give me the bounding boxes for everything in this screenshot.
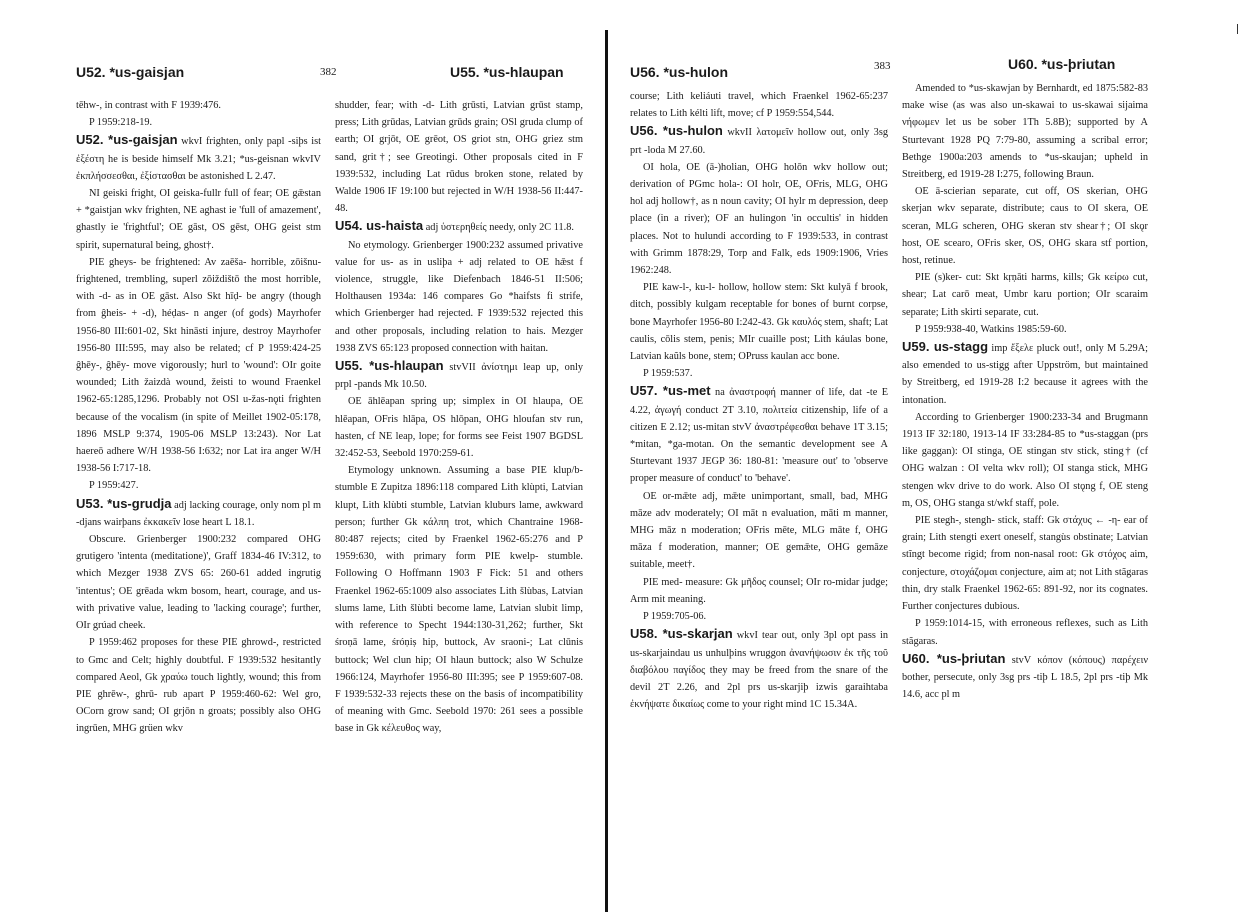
entry-text: wkvI frighten, only papl -siþs ist ἐξέστη he is beside himself Mk 3.21; *us-geisnan wkvIV ἐκπλήσσεσθαι, ἐξίστασθαι be astonished L 2.47. [76, 136, 321, 182]
entry-text: adj lacking courage, only nom pl m -djans wairþans ἐκκακεῖν lose heart L 18.1. [76, 499, 322, 528]
entry-headword: U53. *us-grudja [76, 495, 172, 511]
reference-line: P 1959:218-19. [89, 117, 153, 129]
entry-paragraph [902, 650, 1148, 704]
body-paragraph: No etymology. Grienberger 1900:232 assumed privative value for us- as in usliþa + adj related to OE hǣst f violence, struggle, like Diefenbach 1846-51 II:506; Holthausen 1934a: 146 compares Go *haifsts fi strife, which Grienberger had rejected. F 1939:532 rejected this and other proposals, including relation to hais. Mezger 1938 ZVS 65:123 proposed connection with haitan. [335, 239, 583, 354]
body-paragraph: shudder, fear; with -d- Lith grūsti, Latvian grūst stamp, press; Lith grūdas, Latvian grūds grain; OSl gruda clump of earth; OI grjōt, OE grēot, OS griot stn, OHG griez stm sand, grit†; see Greotingi. Other proposals cited in F 1939:532, including Lat rūdus broken stone, related by Walde 1906 IF 19:100 but rejected in W/H 1938-56 II:447-48. [335, 100, 583, 215]
entry-headword: U56. *us-hulon [630, 123, 723, 139]
text-column [630, 88, 888, 713]
running-head-left: U56. *us-hulon [630, 64, 729, 80]
entry-text: imp ἔξελε pluck out!, only M 5.29A; also emended to us-stigg after Uppström, but maintained by Streitberg, ed 1919-28 I:2 because it agrees with the intonation. [902, 343, 1148, 406]
body-paragraph: PIE kaw-l-, ku-l- hollow, hollow stem: Skt kulyā f brook, ditch, possibly kulgam receptable for bones of burnt corpse, bone Mayrhofer 1956-80 I:242-43. Gk καυλός stem, shaft; Lat caulis, cōlis stem, penis; MIr cuaille post; Lith káulas bone, Latvian kaũls bone, stem; OPruss kaulan acc bone. [630, 282, 889, 363]
entry-text: wkvII λατομεῖν hollow out, only 3sg prt -loda M 27.60. [630, 127, 888, 156]
entry-text: na ἀναστροφή manner of life, dat -te E 4.22, ἀγωγή conduct 2T 3.10, πολιτεία citizenship, life of a citizen E 2.12; us-mitan stvV ἀναστρέφεσθαι behave 1T 3.15; *mitan, *ga-motan. On the semantic development see A Sturtevant 1937 JEGP 36: 180-81: 'measure out' to 'observe proper measure of conduct' to 'behave'. [630, 387, 888, 485]
reference-line: P 1959:938-40, Watkins 1985:59-60. [915, 323, 1067, 335]
body-paragraph: OI hola, OE (ā-)holian, OHG holōn wkv hollow out; derivation of PGmc hola-: OI holr, OE, OFris, MLG, OHG hol adj hollow†, as n noun cavity; OI hylr m depression, deep place (in a river); OF an hulingon 'in occultis' in hidden places. Not to hulundi according to F 1939:533, in contrast with Grimm 1878:29, Torp and Falk, eds 1909:1906, Vries 1962:248. [630, 161, 888, 277]
entry-text: stvVII ἀνίστημι leap up, only prpl -pands Mk 10.50. [335, 362, 583, 391]
body-paragraph: OE or-mǣte adj, mǣte unimportant, small, bad, MHG māze adv moderately; OI māt n evaluation, māti m manner, MHG māz n moderation; OFris mēte, MLG māte f, OHG māza f moderation, manner; OE gemǣte, OHG gemāze suitable, meet†. [630, 490, 888, 571]
page-number: 382 [320, 66, 337, 78]
entry-headword: U52. *us-gaisjan [76, 132, 178, 148]
entry-headword: U58. *us-skarjan [630, 626, 733, 642]
body-paragraph: tēhw-, in contrast with F 1939:476. [76, 100, 222, 111]
body-paragraph: P 1959:462 proposes for these PIE ghrowd-, restricted to Gmc and Celt; highly doubtful. F 1939:532 hesitantly compared Aeol, Gk χραύω touch lightly, wound; this from PIE ghrēw-, ghrū- rub apart P 1959:460-62: Wel gro, OCorn grow sand; OI grjōn n groats; possibly also OHG ingrūen, MHG grüen wkv [76, 637, 321, 735]
entry-headword: U60. *us-þriutan [902, 650, 1006, 666]
book-gutter [605, 30, 608, 912]
body-paragraph: PIE stegh-, stengh- stick, staff: Gk στάχυς ← -η- ear of grain; Lith stengti exert oneself, stangùs obstinate; Latvian stĩngt become rigid; from non-nasal root: Gk στόχος aim, conjecture, στοχάζομαι conjecture, aim at; not Lith stãgaras thin, dry stalk Fraenkel 1962-65: 891-92, nor its cognates. Further conjectures dubious. [902, 515, 1148, 613]
entry-headword: U59. us-stagg [902, 339, 989, 355]
body-paragraph: OE ā-scierian separate, cut off, OS skerian, OHG skerjan wkv separate, distribute; caus to OI skera, OE sceran, MLG scheren, OHG skeran stv shear†; OI skǫr host, OE scearo, OFris sker, OS, OHG skara stf portion, host, retinue. [902, 186, 1148, 267]
body-paragraph: course; Lith keliáuti travel, which Fraenkel 1962-65:237 relates to Lith kélti lift, move; cf P 1959:554,544. [630, 91, 888, 120]
reference-line: P 1959:705-06. [643, 611, 707, 623]
right-page [610, 0, 1246, 912]
reference-line: P 1959:427. [89, 480, 139, 492]
entry-headword: U57. *us-met [630, 383, 711, 399]
text-column [335, 97, 583, 738]
body-paragraph: PIE gheys- be frightened: Av zaēša- horrible, zōišnu- frightened, trembling, superl zōiždištō the most horrible, with -d- as in OE gāst. Also Skt hīḍ- be angry (though from ĝheis- + -d), héḍas- n anger (of gods) Mayrhofer 1956-80 III:601-02, Skt hināsti injure, destroy Mayrhofer 1956-80 III:595, may also be related; cf P 1959:424-25 ĝhēy-, ĝhēy- move vigorously; hurl to 'wound': OIr goite wounded; Lith žaizdà wound, žeisti to wound Fraenkel 1962-65:1285,1296. Probably not OSl u-žas-nǫti frighten because of the vocalism (in spite of Meillet 1902-05:178, 1896 MSLP 9:374, 1905-06 MSLP 13:243). Nor Lat haereō adhere W/H 1938-56 I:632; nor Lat ira anger W/H 1938-56 I:717-18. [76, 256, 321, 475]
body-paragraph: Obscure. Grienberger 1900:232 compared OHG grutigero 'intenta (meditatione)', Graff 1834-46 IV:312, to which Mezger 1938 ZVS 65: 260-61 added ingrutig 'intentus'; OE grēada wkm bosom, heart, courage, and us- with privative value, leading to 'lacking courage'; further, OIr grúad cheek. [76, 534, 321, 632]
entry-paragraph [335, 357, 583, 393]
body-paragraph: According to Grienberger 1900:233-34 and Brugmann 1913 IF 32:180, 1913-14 IF 33:284-85 to *us-staggan (prs like gaggan): OI stinga, OE stingan stv stick, sting† (cf OHG walzan : OI velta wkv roll); OI stanga stick, MHG stengen wkv drive to do work. Also OI stǫng f, OE steng m, OS, OHG stanga st/wkf staff, pole. [902, 411, 1148, 509]
body-paragraph: P 1959:1014-15, with erroneous reflexes, such as Lith stãgaras. [902, 618, 1148, 647]
body-paragraph: OE āhlēapan spring up; simplex in OI hlaupa, OE hlēapan, OFris hlāpa, OS hlōpan, OHG hloufan stv run, hasten, cf NE leap, lope; for forms see Feist 1907 BGDSL 32:452-53, Seebold 1970:259-61. [335, 396, 583, 460]
body-paragraph: PIE med- measure: Gk μῆδος counsel; OIr ro-midar judge; Arm mit meaning. [630, 576, 888, 605]
reference-line: P 1959:537. [643, 368, 693, 380]
running-head-left: U52. *us-gaisjan [76, 64, 185, 80]
left-page [0, 0, 606, 912]
text-column [76, 97, 321, 738]
entry-text: wkvI tear out, only 3pl opt pass in us-skarjaindau us unhulþins wruggon ἀνανήψωσιν ἐκ τῆς τοῦ διαβόλου παγίδος they may be freed from the snare of the devil 2T 2.26, and 2pl prs us-skarjiþ izwis garaihtaba ἐκνήψατε δικαίως come to your right mind 1C 15.34A. [630, 630, 888, 711]
body-paragraph: NI geiski fright, OI geiska-fullr full of fear; OE gǣstan + *gaistjan wkv frighten, NE aghast ie 'full of amazement', ghastly ie 'frightful'; OE gāst, OS gēst, OHG geist stm spirit, supernatural being, ghost†. [76, 188, 321, 251]
body-paragraph: Amended to *us-skawjan by Bernhardt, ed 1875:582-83 make wise (as was also un-skawai to us-skawai sijaima νήφωμεν let us be sober 1Th 5.8B); supported by A Sturtevant 1928 PQ 7:79-80, assuming a scribal error; Bethge 1900a:203 amends to *us-skaujan; upheld in Streitberg, ed 1919-28 I:275, following Braun. [902, 83, 1148, 181]
entry-paragraph [76, 495, 321, 531]
entry-paragraph [335, 217, 583, 236]
entry-text: adj ὑστερηθείς needy, only 2C 11.8. [423, 222, 574, 234]
entry-paragraph [630, 625, 888, 713]
entry-paragraph [902, 338, 1148, 409]
edge-mark [1237, 24, 1238, 34]
running-head-right: U55. *us-hlaupan [450, 64, 564, 80]
text-column [902, 80, 1148, 703]
entry-headword: U55. *us-hlaupan [335, 358, 444, 374]
entry-paragraph [76, 131, 321, 185]
page-number: 383 [874, 60, 891, 72]
entry-paragraph [630, 382, 888, 487]
entry-headword: U54. us-haista [335, 218, 424, 234]
entry-paragraph [630, 122, 888, 158]
body-paragraph: PIE (s)ker- cut: Skt kṛṇāti harms, kills; Gk κείρω cut, shear; Lat carō meat, Umbr karu portion; OIr scaraim separate; Lith skirti separate, cut. [902, 272, 1148, 318]
body-paragraph: Etymology unknown. Assuming a base PIE klup/b- stumble E Zupitza 1896:118 compared Lith klùpti, Latvian klupt, Lith klùbti stumble, Latvian kluburs lame, awkward person; further Gk κάλπη trot, which Chantraine 1968-80:487 rejects; cited by Fraenkel 1962-65:276 and P 1959:630, with primary form PIE kwelp- stumble. Following O Hoffmann 1903 F Fick: 51 and others Fraenkel 1962-65:1009 also associates Lith šlùbas, Latvian slums lame, Lith šlùbti become lame, Latvian slubit limp, with reference to Specht 1944:130-31,262; further, Skt śroṇā lame, śróṇiṣ hip, buttock, Av sraoni-; Lat clūnis buttock; Wel clun hip; OI hlaun buttock; also W Schulze 1966:124, Mayrhofer 1956-80 III:395; see P 1959:607-08. F 1939:532-33 rejects these on the basis of incompatibility of meaning with Gmc. Seebold 1970: 261 sees a possible base in Gk κέλευθος way, [335, 465, 583, 735]
entry-text: stvV κόπον (κόπους) παρέχειν bother, persecute, only 3sg prs -tiþ L 18.5, 2pl prs -tiþ Mk 14.6, acc pl m [902, 654, 1148, 701]
running-head-right: U60. *us-þriutan [1008, 56, 1116, 72]
